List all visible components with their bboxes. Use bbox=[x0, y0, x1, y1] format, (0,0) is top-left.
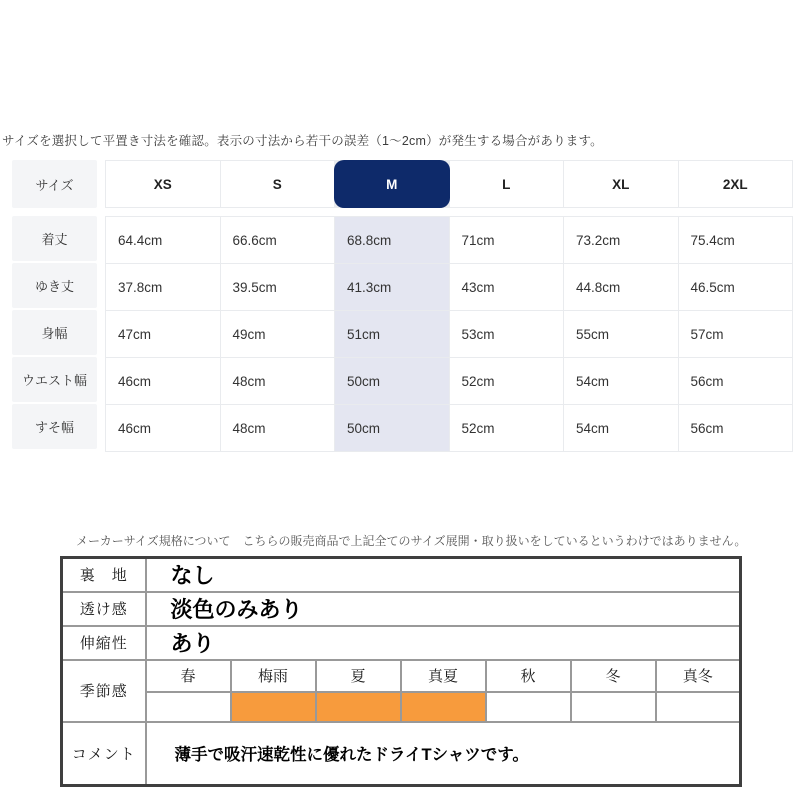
season-column-真冬: 真冬 bbox=[656, 660, 741, 692]
size-cell: 54cm bbox=[564, 358, 678, 404]
season-column-夏: 夏 bbox=[316, 660, 401, 692]
size-cell: 37.8cm bbox=[106, 264, 220, 310]
size-option-XL[interactable]: XL bbox=[564, 161, 678, 207]
spec-value: 淡色のみあり bbox=[146, 592, 741, 626]
size-cell: 53cm bbox=[450, 311, 564, 357]
size-chart-table bbox=[12, 160, 793, 452]
size-cell: 75.4cm bbox=[679, 217, 793, 263]
row-label-ウエスト幅: ウエスト幅 bbox=[12, 357, 97, 402]
size-cell: 54cm bbox=[564, 405, 678, 451]
size-chart-data-area bbox=[105, 160, 793, 452]
maker-size-notice: メーカーサイズ規格について こちらの販売商品で上記全てのサイズ展開・取り扱いをしているというわけではありません。 bbox=[76, 534, 747, 548]
spec-table bbox=[60, 556, 742, 787]
size-cell: 43cm bbox=[450, 264, 564, 310]
size-cell: 46cm bbox=[106, 405, 220, 451]
size-cell: 48cm bbox=[221, 405, 335, 451]
row-label-身幅: 身幅 bbox=[12, 310, 97, 355]
season-band-春 bbox=[146, 692, 231, 722]
season-band-秋 bbox=[486, 692, 571, 722]
size-cell: 56cm bbox=[679, 358, 793, 404]
season-column-梅雨: 梅雨 bbox=[231, 660, 316, 692]
size-cell: 57cm bbox=[679, 311, 793, 357]
season-column-真夏: 真夏 bbox=[401, 660, 486, 692]
size-cell: 71cm bbox=[450, 217, 564, 263]
size-chart-body bbox=[105, 216, 793, 452]
spec-label-伸縮性: 伸縮性 bbox=[62, 626, 146, 660]
size-cell: 41.3cm bbox=[335, 264, 449, 310]
size-cell: 46cm bbox=[106, 358, 220, 404]
spec-label-comment: コメント bbox=[62, 722, 146, 786]
size-cell: 46.5cm bbox=[679, 264, 793, 310]
size-cell: 44.8cm bbox=[564, 264, 678, 310]
spec-label-透け感: 透け感 bbox=[62, 592, 146, 626]
size-cell: 56cm bbox=[679, 405, 793, 451]
size-cell: 48cm bbox=[221, 358, 335, 404]
size-cell: 68.8cm bbox=[335, 217, 449, 263]
size-option-XS[interactable]: XS bbox=[106, 161, 220, 207]
season-band-冬 bbox=[571, 692, 656, 722]
size-option-S[interactable]: S bbox=[221, 161, 335, 207]
size-cell: 55cm bbox=[564, 311, 678, 357]
size-option-M[interactable]: M bbox=[334, 160, 450, 208]
spec-comment-value: 薄手で吸汗速乾性に優れたドライTシャツです。 bbox=[146, 722, 741, 786]
size-cell: 50cm bbox=[335, 405, 449, 451]
season-column-春: 春 bbox=[146, 660, 231, 692]
size-selector-row bbox=[105, 160, 793, 208]
season-column-秋: 秋 bbox=[486, 660, 571, 692]
season-band-真冬 bbox=[656, 692, 741, 722]
row-label-すそ幅: すそ幅 bbox=[12, 404, 97, 449]
size-cell: 39.5cm bbox=[221, 264, 335, 310]
spec-value: あり bbox=[146, 626, 741, 660]
size-guide-description: サイズを選択して平置き寸法を確認。表示の寸法から若干の誤差（1～2cm）が発生する場合があります。 bbox=[2, 134, 603, 148]
season-band-梅雨 bbox=[231, 692, 316, 722]
size-cell: 64.4cm bbox=[106, 217, 220, 263]
size-cell: 52cm bbox=[450, 405, 564, 451]
size-cell: 49cm bbox=[221, 311, 335, 357]
row-label-着丈: 着丈 bbox=[12, 216, 97, 261]
size-cell: 50cm bbox=[335, 358, 449, 404]
size-chart-label-column bbox=[12, 160, 97, 452]
size-cell: 47cm bbox=[106, 311, 220, 357]
season-band-真夏 bbox=[401, 692, 486, 722]
size-cell: 52cm bbox=[450, 358, 564, 404]
size-cell: 73.2cm bbox=[564, 217, 678, 263]
spec-label-裏地: 裏 地 bbox=[62, 558, 146, 592]
season-band-夏 bbox=[316, 692, 401, 722]
size-chart-corner-label: サイズ bbox=[12, 160, 97, 208]
size-cell: 51cm bbox=[335, 311, 449, 357]
season-column-冬: 冬 bbox=[571, 660, 656, 692]
size-cell: 66.6cm bbox=[221, 217, 335, 263]
spec-value: なし bbox=[146, 558, 741, 592]
row-label-ゆき丈: ゆき丈 bbox=[12, 263, 97, 308]
spec-label-season: 季節感 bbox=[62, 660, 146, 722]
size-option-2XL[interactable]: 2XL bbox=[679, 161, 793, 207]
size-option-L[interactable]: L bbox=[450, 161, 564, 207]
